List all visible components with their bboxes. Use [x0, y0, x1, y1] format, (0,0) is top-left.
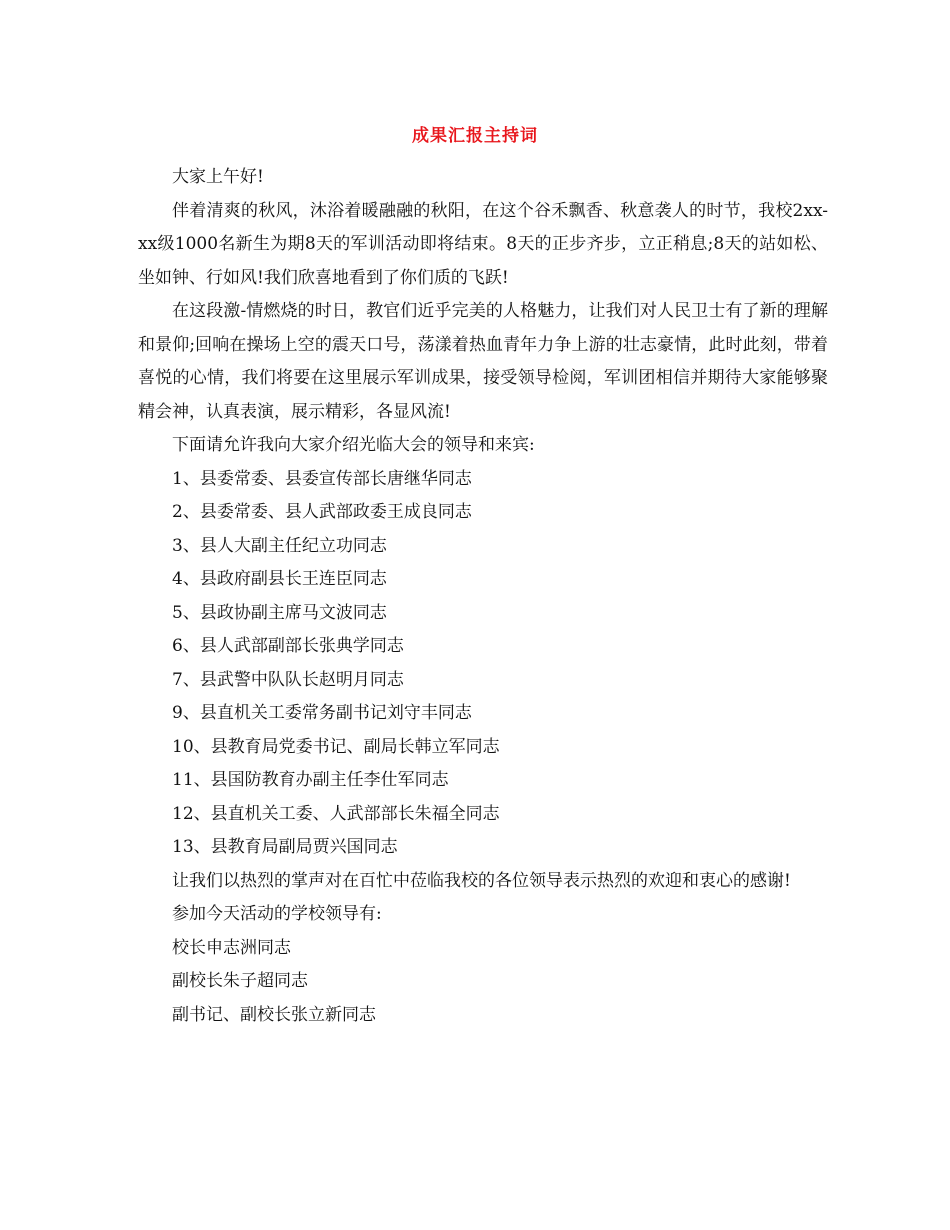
- guest-list-item: 4、县政府副县长王连臣同志: [172, 569, 387, 589]
- guest-list-item: 6、县人武部副部长张典学同志: [172, 636, 404, 656]
- introduction-paragraph: 下面请允许我向大家介绍光临大会的领导和来宾:: [172, 435, 535, 455]
- opening-paragraph: 伴着清爽的秋风，沐浴着暖融融的秋阳，在这个谷禾飘香、秋意袭人的时节，我校2xx-xx级1000名新生为期8天的军训活动即将结束。8天的正步齐步，立正稍息;8天的站如松、坐如钟、行如风!我们欣喜地看到了你们质的飞跃!: [138, 200, 828, 288]
- welcome-paragraph: 让我们以热烈的掌声对在百忙中莅临我校的各位领导表示热烈的欢迎和衷心的感谢!: [172, 870, 791, 891]
- guest-list-item: 9、县直机关工委常务副书记刘守丰同志: [172, 703, 472, 723]
- guest-list-item: 11、县国防教育办副主任李仕军同志: [172, 770, 449, 790]
- guest-list-item: 13、县教育局副局贾兴国同志: [172, 837, 398, 857]
- guest-list-item: 12、县直机关工委、人武部部长朱福全同志: [172, 803, 500, 824]
- guest-list-item: 7、县武警中队队长赵明月同志: [172, 669, 404, 690]
- document-title: 成果汇报主持词: [412, 126, 538, 146]
- guest-list-item: 1、县委常委、县委宣传部长唐继华同志: [172, 468, 472, 489]
- school-leader-item: 副校长朱子超同志: [172, 971, 308, 991]
- document-body: [138, 161, 828, 1032]
- guest-list-item: 3、县人大副主任纪立功同志: [172, 535, 387, 556]
- school-leader-item: 副书记、副校长张立新同志: [172, 1004, 376, 1025]
- instructor-paragraph: 在这段激-情燃烧的时日，教官们近乎完美的人格魅力，让我们对人民卫士有了新的理解和景仰;回响在操场上空的震天口号，荡漾着热血青年力争上游的壮志豪情，此时此刻，带着喜悦的心情，我们将要在这里展示军训成果，接受领导检阅，军训团相信并期待大家能够聚精会神，认真表演，展示精彩，各显风流!: [138, 301, 828, 422]
- guest-list-item: 5、县政协副主席马文波同志: [172, 602, 387, 623]
- school-leaders-heading: 参加今天活动的学校领导有:: [172, 904, 382, 924]
- school-leader-item: 校长申志洲同志: [172, 937, 291, 958]
- guest-list-item: 2、县委常委、县人武部政委王成良同志: [172, 502, 472, 522]
- greeting-paragraph: 大家上午好!: [172, 167, 264, 187]
- guest-list-item: 10、县教育局党委书记、副局长韩立军同志: [172, 736, 500, 757]
